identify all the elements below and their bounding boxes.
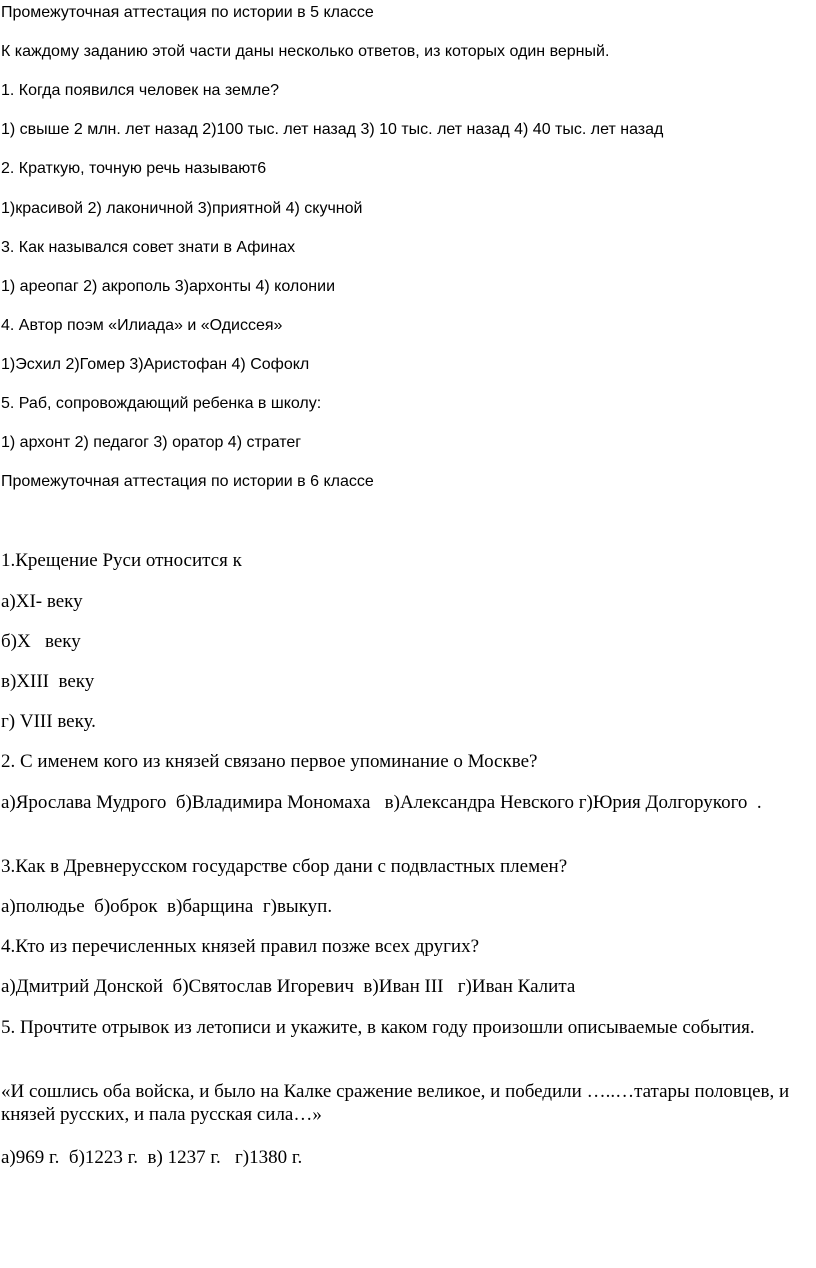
p6-answers-5: а)969 г. б)1223 г. в) 1237 г. г)1380 г.: [1, 1147, 303, 1168]
p6-option-c: в)XIII веку: [1, 671, 95, 692]
p6-question-2: 2. С именем кого из князей связано первое упоминание о Москве?: [1, 751, 538, 772]
p6-answers-4: а)Дмитрий Донской б)Святослав Игоревич в)Иван III г)Иван Калита: [1, 976, 576, 997]
p6-question-5: 5. Прочтите отрывок из летописи и укажите, в каком году произошли описываемые события.: [1, 1017, 755, 1038]
p6-question-1: 1.Крещение Руси относится к: [1, 550, 242, 571]
p5-answers-1: 1) свыше 2 млн. лет назад 2)100 тыс. лет назад 3) 10 тыс. лет назад 4) 40 тыс. лет назад: [1, 121, 664, 138]
p5-answers-5: 1) архонт 2) педагог 3) оратор 4) стратег: [1, 434, 302, 451]
p5-answers-3: 1) ареопаг 2) акрополь 3)архонты 4) колонии: [1, 278, 335, 295]
p6-option-d: г) VIII веку.: [1, 711, 96, 732]
p5-question-5: 5. Раб, сопровождающий ребенка в школу:: [1, 395, 322, 412]
p5-question-4: 4. Автор поэм «Илиада» и «Одиссея»: [1, 317, 283, 334]
title-grade-5: Промежуточная аттестация по истории в 5 классе: [1, 4, 374, 21]
chronicle-quote: «И сошлись оба войска, и было на Калке сражение великое, и победили …..…татары половцев, и князей русских, и пала русская сила…»: [1, 1081, 794, 1125]
title-grade-6: Промежуточная аттестация по истории в 6 классе: [1, 473, 374, 490]
p5-question-2: 2. Краткую, точную речь называют6: [1, 160, 267, 177]
p5-question-3: 3. Как назывался совет знати в Афинах: [1, 239, 296, 256]
p5-question-1: 1. Когда появился человек на земле?: [1, 82, 280, 99]
p6-answers-3: а)полюдье б)оброк в)барщина г)выкуп.: [1, 896, 333, 917]
p6-question-4: 4.Кто из перечисленных князей правил позже всех других?: [1, 936, 480, 957]
instructions: К каждому заданию этой части даны несколько ответов, из которых один верный.: [1, 43, 610, 60]
p6-question-3: 3.Как в Древнерусском государстве сбор дани с подвластных племен?: [1, 856, 568, 877]
p6-option-a: а)XI- веку: [1, 591, 83, 612]
p5-answers-4: 1)Эсхил 2)Гомер 3)Аристофан 4) Софокл: [1, 356, 310, 373]
p6-answers-2: а)Ярослава Мудрого б)Владимира Мономаха в)Александра Невского г)Юрия Долгорукого .: [1, 792, 762, 813]
p5-answers-2: 1)красивой 2) лаконичной 3)приятной 4) скучной: [1, 200, 363, 217]
p6-option-b: б)X веку: [1, 631, 81, 652]
